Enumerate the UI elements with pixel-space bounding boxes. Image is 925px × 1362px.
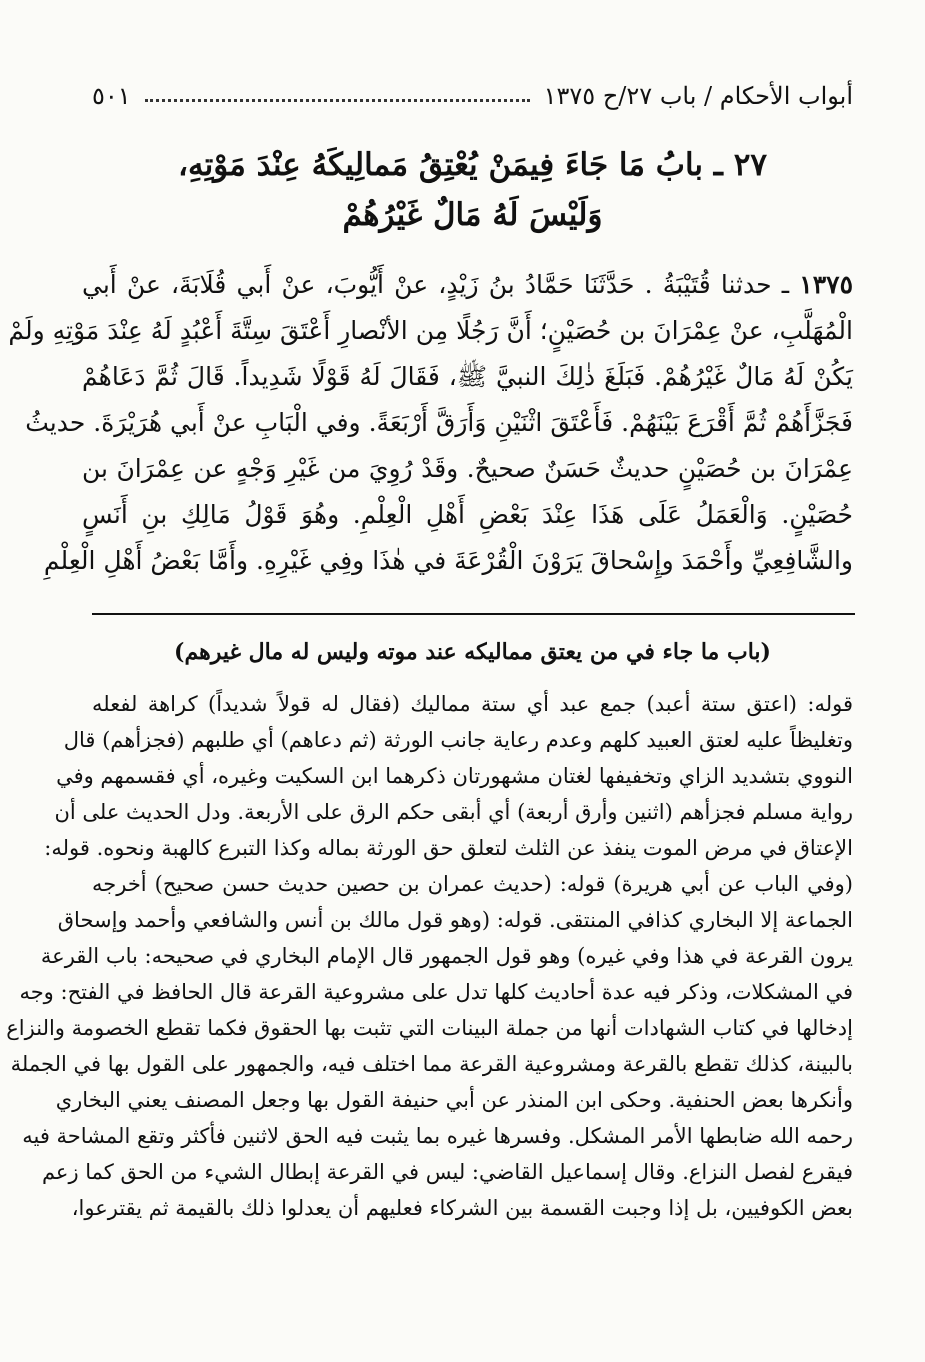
chapter-heading xyxy=(100,140,845,240)
hadith-line: والشَّافِعِيِّ وأَحْمَدَ وإِسْحاقَ يَرَوْنَ الْقُرْعَةَ في هٰذَا وفِي غَيْرِهِ. وأَمَّا بَعْضُ أَهْلِ الْعِلْمِ xyxy=(43,546,853,575)
commentary-text xyxy=(6,686,853,1226)
hadith-line: الْمُهَلَّبِ، عنْ عِمْرَانَ بن حُصَيْنٍ؛ أَنَّ رَجُلًا مِن الأنْصارِ أَعْتَقَ سِتَّةَ أَعْبُدٍ لَهُ عِنْدَ مَوْتِهِ ولَمْ xyxy=(8,316,853,345)
commentary-line: بعض الكوفيين، بل إذا وجبت القسمة بين الشركاء فعليهم أن يعدلوا ذلك بالقيمة ثم يقترعوا، xyxy=(71,1196,853,1220)
chapter-heading-line-1: ٢٧ ـ بابُ مَا جَاءَ فِيمَنْ يُعْتِقُ مَمالِيكَهُ عِنْدَ مَوْتِهِ، xyxy=(177,147,767,183)
page-number: ٥٠١ xyxy=(92,82,131,110)
commentary-line: قوله: (اعتق ستة أعبد) جمع عبد أي ستة مماليك (فقال له قولاً شديداً) كراهة لفعله xyxy=(92,692,853,716)
chapter-heading-line-2: وَلَيْسَ لَهُ مَالٌ غَيْرُهُمْ xyxy=(342,197,603,233)
hadith-line xyxy=(82,262,853,308)
commentary-line: رحمه الله ضابطها الأمر المشكل. وفسرها غيره بما يثبت فيه الحق لاثنين فأكثر وتقع المشاحة فيه xyxy=(22,1124,853,1148)
hadith-number: ١٣٧٥ xyxy=(799,270,853,299)
commentary-line: وتغليظاً عليه لعتق العبيد كلهم وعدم رعاية جانب الورثة (ثم دعاهم) أي طلبهم (فجزأهم) قال xyxy=(63,728,853,752)
hadith-line: فَجَزَّأَهُمْ ثُمَّ أَقْرَعَ بَيْنَهُمْ. فَأَعْتَقَ اثْنَيْنِ وَأَرَقَّ أَرْبَعَةً. وفي الْبَابِ عنْ أَبي هُرَيْرَةَ. حديثُ xyxy=(25,408,853,437)
commentary-line: في المشكلات، وذكر فيه عدة أحاديث كلها تدل على مشروعية القرعة قال الحافظ في الفتح: وجه xyxy=(19,980,853,1004)
commentary-line: (وفي الباب عن أبي هريرة) قوله: (حديث عمران بن حصين حديث حسن صحيح) أخرجه xyxy=(92,872,853,896)
commentary-line: فيقرع لفصل النزاع. وقال إسماعيل القاضي: ليس في القرعة إبطال الشيء من الحق كما زعم xyxy=(41,1160,853,1184)
commentary-line: رواية مسلم فجزأهم (اثنين وأرق أربعة) أي أبقى حكم الرق على الأربعة. ودل الحديث على أن xyxy=(54,800,853,824)
dotted-leader xyxy=(145,99,530,102)
hadith-line: حُصَيْنٍ. وَالْعَمَلُ عَلَى هَذَا عِنْدَ بَعْضِ أَهْلِ الْعِلْمِ. وهُوَ قَوْلُ مَالِكِ بنِ أَنَسٍ xyxy=(82,500,853,529)
running-title: أبواب الأحكام / باب ٢٧/ح ١٣٧٥ xyxy=(543,82,853,110)
hadith-text xyxy=(8,262,853,584)
commentary-title: (باب ما جاء في من يعتق مماليكه عند موته وليس له مال غيرهم) xyxy=(174,639,771,665)
footnote-divider xyxy=(92,613,855,615)
running-header xyxy=(92,78,853,114)
hadith-line-text: ـ حدثنا قُتَيْبَةُ . حَدَّثَنَا حَمَّادُ بنُ زَيْدٍ، عنْ أَيُّوبَ، عنْ أَبي قُلَابَةَ، عنْ أَبي xyxy=(82,270,790,299)
commentary-line: إدخالها في كتاب الشهادات أنها من جملة البينات التي تثبت بها الحقوق فكما تقطع الخصومة والنزاع xyxy=(6,1016,853,1040)
hadith-line: عِمْرَانَ بن حُصَيْنٍ حديثٌ حَسَنٌ صحيحٌ. وقَدْ رُوِيَ من غَيْرِ وَجْهٍ عن عِمْرَانَ بن xyxy=(82,454,853,483)
commentary-line: بالبينة، كذلك تقطع بالقرعة ومشروعية القرعة مما اختلف فيه، والجمهور على القول بها في الجملة xyxy=(10,1052,853,1076)
commentary-line: النووي بتشديد الزاي وتخفيفها لغتان مشهورتان ذكرهما ابن السكيت وغيره، أي فقسمهم وفي xyxy=(56,764,853,788)
commentary-line: وأنكرها بعض الحنفية. وحكى ابن المنذر عن أبي حنيفة القول بها وجعل المصنف يعني البخاري xyxy=(55,1088,853,1112)
commentary-line: يرون القرعة في هذا وفي غيره) وهو قول الجمهور قال الإمام البخاري في صحيحه: باب القرعة xyxy=(40,944,853,968)
commentary-line: الإعتاق في مرض الموت ينفذ عن الثلث لتعلق حق الورثة بماله وكذا التبرع كالهبة ونحوه. قوله: xyxy=(44,836,853,860)
hadith-line: يَكُنْ لَهُ مَالٌ غَيْرُهُمْ. فَبَلَغَ ذٰلِكَ النبيَّ ﷺ، فَقَالَ لَهُ قَوْلًا شَدِيداً. قَالَ ثُمَّ دَعَاهُمْ xyxy=(82,362,853,391)
commentary-line: الجماعة إلا البخاري كذافي المنتقى. قوله: (وهو قول مالك بن أنس والشافعي وأحمد وإسحاق xyxy=(57,908,853,932)
